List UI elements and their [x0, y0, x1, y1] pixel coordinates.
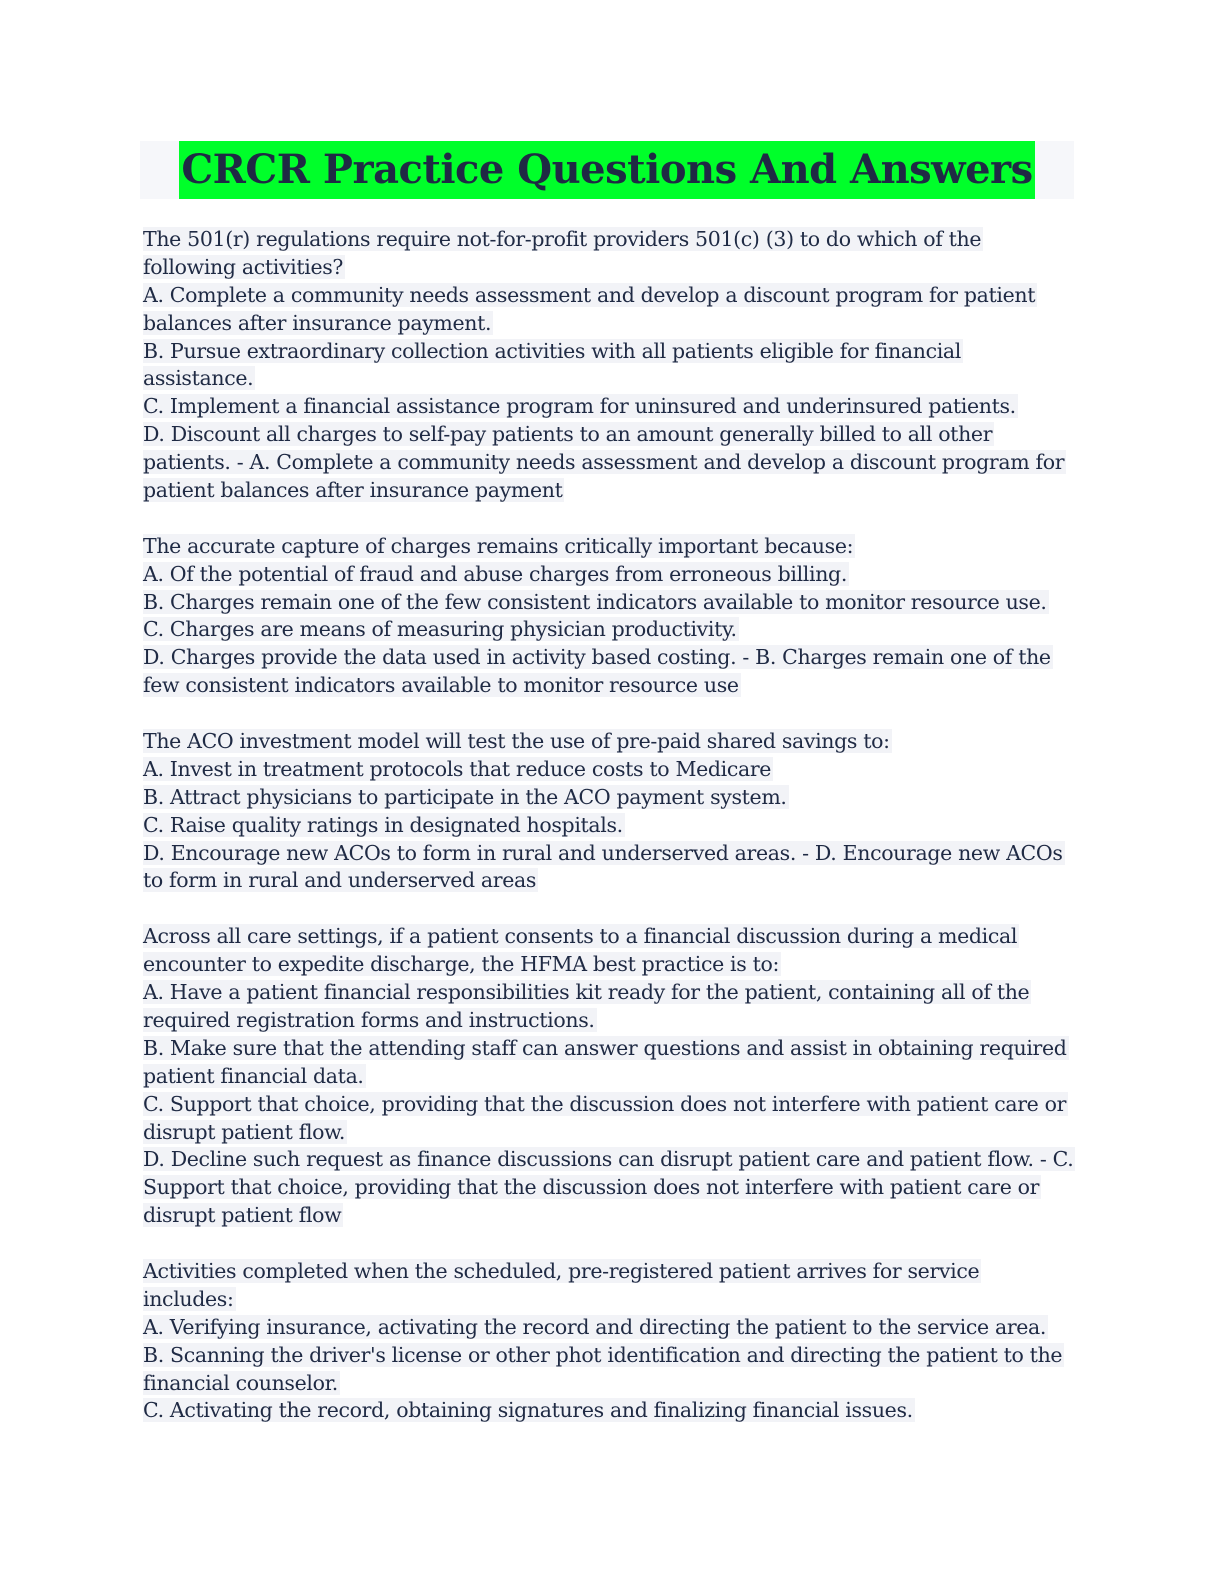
text-line: Across all care settings, if a patient consents to a financial discussion during a medical	[143, 924, 1018, 949]
text-line: A. Of the potential of fraud and abuse charges from erroneous billing.	[143, 561, 848, 586]
text-line: balances after insurance payment.	[143, 310, 492, 335]
text-line: B. Charges remain one of the few consistent indicators available to monitor resource use.	[143, 589, 1047, 614]
text-line: C. Charges are means of measuring physician productivity.	[143, 617, 737, 642]
text-line: financial counselor.	[143, 1370, 338, 1395]
text-line: required registration forms and instructions.	[143, 1007, 595, 1032]
question-block	[143, 1258, 1083, 1425]
text-line: C. Raise quality ratings in designated hospitals.	[143, 812, 623, 837]
text-line: Activities completed when the scheduled, pre-registered patient arrives for service	[143, 1258, 980, 1283]
text-line: includes:	[143, 1286, 234, 1311]
text-line: few consistent indicators available to monitor resource use	[143, 673, 739, 698]
title-band	[140, 141, 1074, 199]
text-line: D. Discount all charges to self-pay patients to an amount generally billed to all other	[143, 422, 993, 447]
text-line: B. Scanning the driver's license or other phot identification and directing the patient to the	[143, 1342, 1063, 1367]
text-line: D. Encourage new ACOs to form in rural and underserved areas. - D. Encourage new ACOs	[143, 840, 1063, 865]
question-block	[143, 728, 1083, 895]
text-line: The 501(r) regulations require not-for-profit providers 501(c) (3) to do which of the	[143, 227, 982, 251]
text-line: B. Attract physicians to participate in the ACO payment system.	[143, 784, 787, 809]
text-line: patient balances after insurance payment	[143, 478, 563, 503]
text-line: B. Make sure that the attending staff can answer questions and assist in obtaining required	[143, 1035, 1067, 1060]
text-line: D. Decline such request as finance discussions can disrupt patient care and patient flow. - C.	[143, 1147, 1074, 1172]
text-line: C. Implement a financial assistance program for uninsured and underinsured patients.	[143, 394, 1016, 419]
text-line: D. Charges provide the data used in activity based costing. - B. Charges remain one of the	[143, 645, 1051, 670]
text-line: to form in rural and underserved areas	[143, 868, 537, 893]
text-line: The ACO investment model will test the use of pre-paid shared savings to:	[143, 729, 890, 754]
question-block	[143, 226, 1083, 505]
text-line: A. Verifying insurance, activating the record and directing the patient to the service area.	[143, 1314, 1047, 1339]
question-block	[143, 533, 1083, 700]
text-line: C. Support that choice, providing that the discussion does not interfere with patient care or	[143, 1091, 1067, 1116]
text-line: assistance.	[143, 366, 254, 391]
questions-container	[143, 226, 1083, 1453]
text-line: following activities?	[143, 254, 344, 279]
text-line: B. Pursue extraordinary collection activities with all patients eligible for financial	[143, 338, 962, 363]
text-line: patient financial data.	[143, 1063, 364, 1088]
text-line: A. Have a patient financial responsibilities kit ready for the patient, containing all of the	[143, 980, 1030, 1005]
document-title: CRCR Practice Questions And Answers	[179, 141, 1034, 199]
text-line: The accurate capture of charges remains critically important because:	[143, 533, 854, 558]
text-line: disrupt patient flow	[143, 1203, 342, 1228]
question-block	[143, 923, 1083, 1230]
text-line: disrupt patient flow.	[143, 1119, 346, 1144]
text-line: C. Activating the record, obtaining signatures and finalizing financial issues.	[143, 1398, 913, 1423]
text-line: A. Invest in treatment protocols that reduce costs to Medicare	[143, 756, 772, 781]
text-line: Support that choice, providing that the discussion does not interfere with patient care or	[143, 1175, 1040, 1200]
text-line: A. Complete a community needs assessment and develop a discount program for patient	[143, 282, 1036, 307]
text-line: encounter to expedite discharge, the HFMA best practice is to:	[143, 952, 780, 977]
text-line: patients. - A. Complete a community needs assessment and develop a discount program for	[143, 450, 1065, 475]
